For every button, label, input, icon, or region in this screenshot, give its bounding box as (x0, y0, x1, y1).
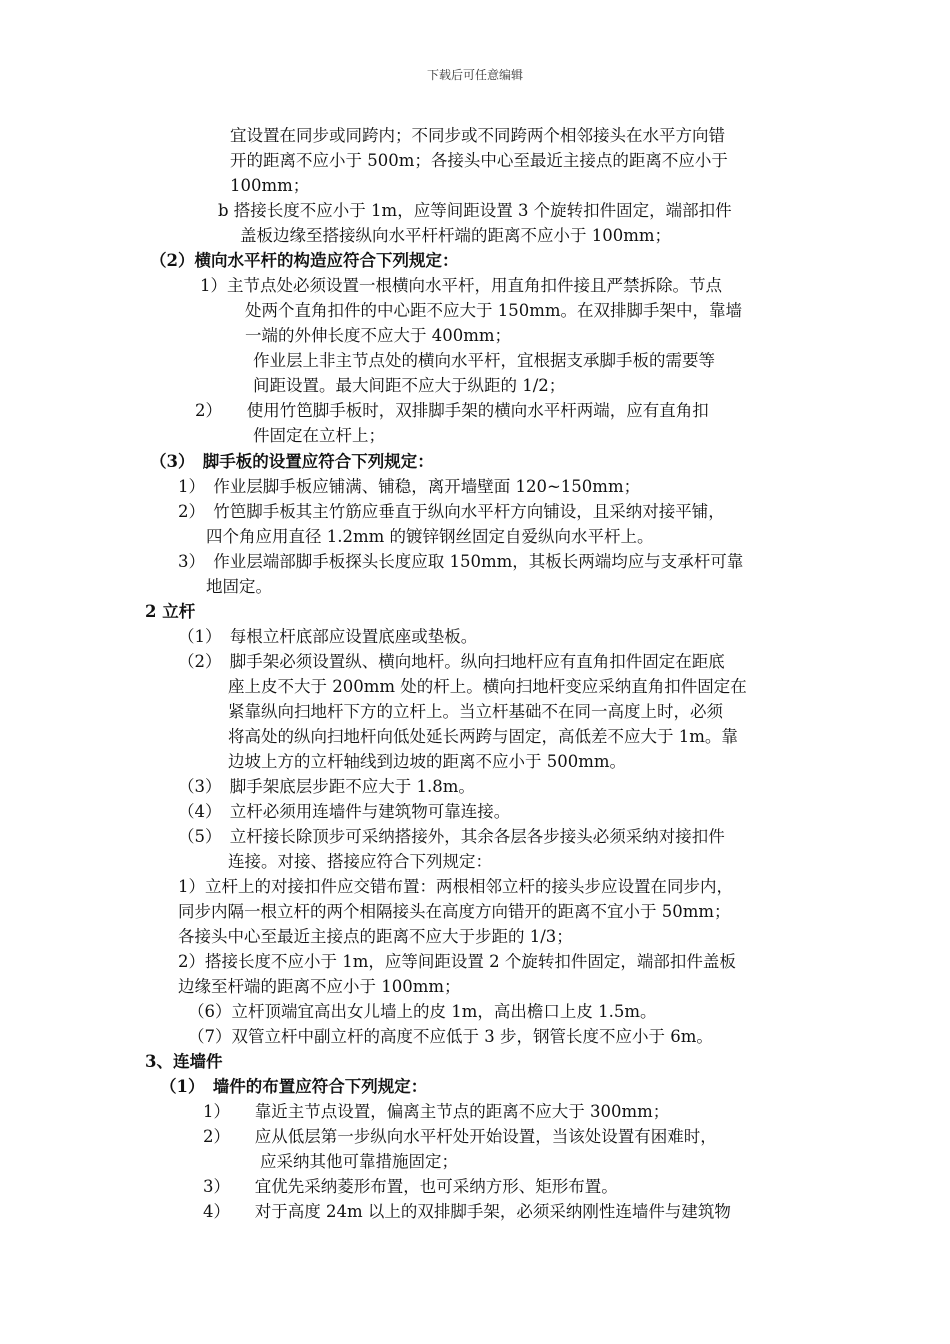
text-line: （1） 每根立杆底部应设置底座或垫板。 (178, 627, 478, 646)
text-line: 将高处的纵向扫地杆向低处延长两跨与固定，高低差不应大于 1m。靠 (228, 727, 738, 746)
text-line: 同步内隔一根立杆的两个相隔接头在高度方向错开的距离不宜小于 50mm； (178, 902, 731, 921)
text-line: 1）主节点处必须设置一根横向水平杆，用直角扣件接且严禁拆除。节点 (200, 276, 722, 295)
text-line: 1）立杆上的对接扣件应交错布置：两根相邻立杆的接头步应设置在同步内， (178, 877, 733, 896)
section-heading: 3、连墙件 (145, 1052, 223, 1071)
text-line: 处两个直角扣件的中心距不应大于 150mm。在双排脚手架中，靠墙 (245, 301, 743, 320)
text-line: 间距设置。最大间距不应大于纵距的 1/2； (253, 376, 566, 395)
text-line: 3） 作业层端部脚手板探头长度应取 150mm，其板长两端均应与支承杆可靠 (178, 552, 744, 571)
text-line: 2） 竹笆脚手板其主竹筋应垂直于纵向水平杆方向铺设，且采纳对接平铺， (178, 502, 725, 521)
text-line: b 搭接长度不应小于 1m，应等间距设置 3 个旋转扣件固定，端部扣件 (218, 201, 732, 220)
text-line: （5） 立杆接长除顶步可采纳搭接外，其余各层各步接头必须采纳对接扣件 (178, 827, 725, 846)
text-line: 宜设置在同步或同跨内；不同步或不同跨两个相邻接头在水平方向错 (230, 126, 725, 145)
text-line: 各接头中心至最近主接点的距离不应大于步距的 1/3； (178, 927, 573, 946)
text-line: （7）双管立杆中副立杆的高度不应低于 3 步，钢管长度不应小于 6m。 (188, 1027, 713, 1046)
text-line: 100mm； (230, 176, 310, 195)
section-heading: （2）横向水平杆的构造应符合下列规定： (150, 251, 459, 270)
text-line: 紧靠纵向扫地杆下方的立杆上。当立杆基础不在同一高度上时，必须 (228, 702, 723, 721)
text-line: 1） 作业层脚手板应铺满、铺稳，离开墙壁面 120~150mm； (178, 477, 641, 496)
text-line: （4） 立杆必须用连墙件与建筑物可靠连接。 (178, 802, 511, 821)
text-line: 边坡上方的立杆轴线到边坡的距离不应小于 500mm。 (228, 752, 627, 771)
text-line: 2） 应从低层第一步纵向水平杆处开始设置，当该处设置有困难时， (203, 1127, 717, 1146)
text-line: 一端的外伸长度不应大于 400mm； (245, 326, 512, 345)
text-line: 4） 对于高度 24m 以上的双排脚手架，必须采纳刚性连墙件与建筑物 (203, 1202, 731, 1221)
text-line: （3） 脚手架底层步距不应大于 1.8m。 (178, 777, 475, 796)
text-line: 盖板边缘至搭接纵向水平杆杆端的距离不应小于 100mm； (240, 226, 672, 245)
text-line: 2）搭接长度不应小于 1m，应等间距设置 2 个旋转扣件固定，端部扣件盖板 (178, 952, 736, 971)
text-line: 作业层上非主节点处的横向水平杆，宜根据支承脚手板的需要等 (253, 351, 715, 370)
section-heading: （3） 脚手板的设置应符合下列规定： (150, 452, 434, 471)
text-line: 座上皮不大于 200mm 处的杆上。横向扫地杆变应采纳直角扣件固定在 (228, 677, 747, 696)
section-heading: 2 立杆 (145, 602, 196, 621)
text-line: （6）立杆顶端宜高出女儿墙上的皮 1m，高出檐口上皮 1.5m。 (188, 1002, 657, 1021)
text-line: 2） 使用竹笆脚手板时，双排脚手架的横向水平杆两端，应有直角扣 (195, 401, 709, 420)
text-line: 连接。对接、搭接应符合下列规定： (228, 852, 492, 871)
section-heading: （1） 墙件的布置应符合下列规定： (160, 1077, 428, 1096)
text-line: 3） 宜优先采纳菱形布置，也可采纳方形、矩形布置。 (203, 1177, 618, 1196)
text-line: （2） 脚手架必须设置纵、横向地杆。纵向扫地杆应有直角扣件固定在距底 (178, 652, 725, 671)
text-line: 件固定在立杆上； (253, 426, 385, 445)
page-header: 下载后可任意编辑 (426, 68, 523, 82)
text-line: 边缘至杆端的距离不应小于 100mm； (178, 977, 461, 996)
text-line: 1） 靠近主节点设置，偏离主节点的距离不应大于 300mm； (203, 1102, 670, 1121)
text-line: 四个角应用直径 1.2mm 的镀锌钢丝固定自爱纵向水平杆上。 (206, 527, 654, 546)
text-line: 开的距离不应小于 500m；各接头中心至最近主接点的距离不应小于 (230, 151, 728, 170)
text-line: 应采纳其他可靠措施固定； (260, 1152, 458, 1171)
text-line: 地固定。 (206, 577, 272, 596)
